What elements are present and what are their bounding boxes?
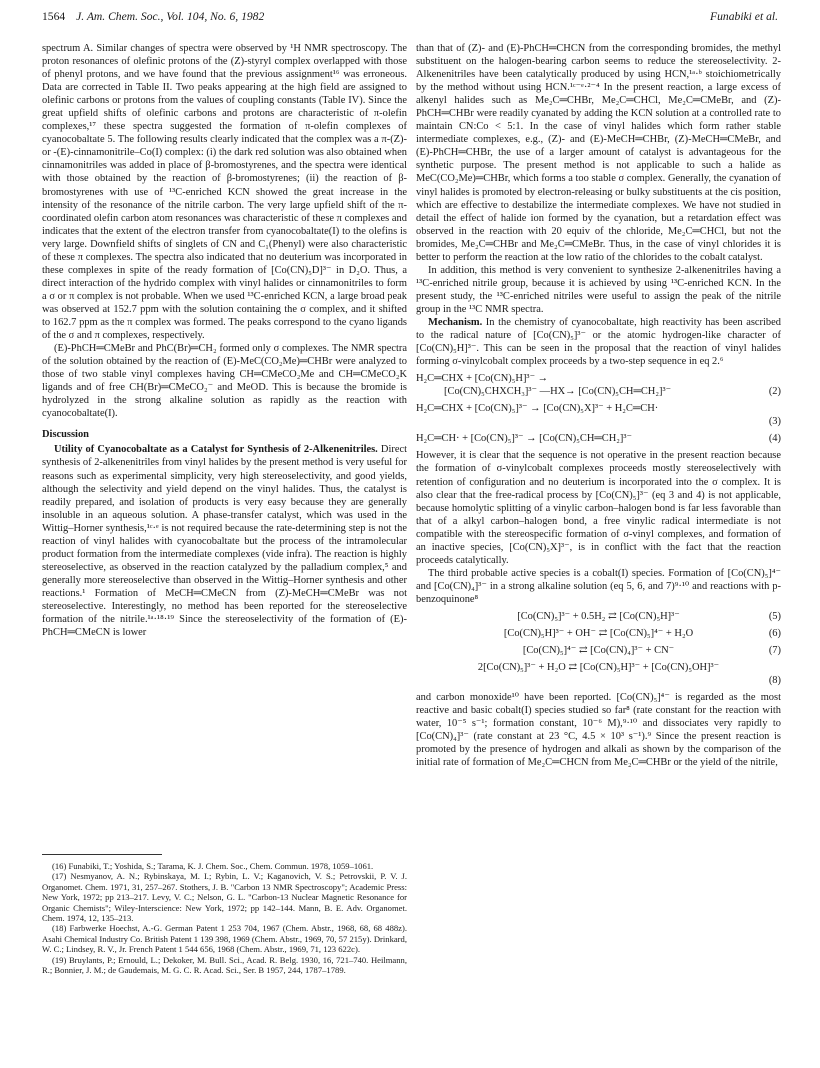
equation-number: (4) <box>768 433 781 445</box>
paragraph-text: Direct synthesis of 2-alkenenitriles from vinyl halides by the present method is very useful for reasons such as experimental simplicity, very high stereoselectivity, and good yields, although the selectivity and yield depend on the vinyl halides. Thus, the catalyst is readily prepared, and isolation of products is very easy because they are generally insoluble in an aqueous solution. A phase-transfer catalyst, which was used in the Wittig–Horner synthesis,¹ᶜ·ᵉ is not required because the rate-determining step is not the reaction of vinyl halides with cyanocobaltate but the process of the intramolecular product formation from the intermediate complexes (vide infra). The reaction is highly stereoselective, as observed in the reaction catalyzed by the palladium complex,⁵ and generally more stereoselective than observed in the Wittig–Horner synthesis and other reactions.¹ Formation of MeCH═CMeCN from (Z)-MeCH═CMeBr was not stereoselective. Interestingly, no method has been reported for the stereoselective formation of the nitrile.¹ᵃ·¹⁸·¹⁹ Since the stereoselectivity of the formation of (E)-PhCH═CMeCN is lower <box>42 444 407 639</box>
equation-2 <box>416 372 781 398</box>
paragraph: (E)-PhCH═CMeBr and PhC(Br)═CH₂ formed only σ complexes. The NMR spectra of the solution obtained by the reaction of (E)-MeC(CO₂Me)═CHBr were analyzed to those of two stable vinyl complexes having CH═CMeCO₂Me and CH═CMeCO₂K ligands and of free CH(Br)═CMeCO₂⁻ and MeOD. This is because the bromide is hydrolyzed in the strong alkaline solution as rapidly as the reaction with cyanocobaltate(I). <box>42 343 407 420</box>
paragraph-text: In the chemistry of cyanocobaltate, high reactivity has been ascribed to the radical nature of [Co(CN)₅]³⁻ or the atomic hydrogen-like character of [Co(CN)₅H]³⁻. This can be seen in the proposal that the reaction of vinyl halides forming σ-vinylcobalt complex proceeds by a two-step sequence in eq 2.⁶ <box>416 316 781 368</box>
running-authors: Funabiki et al. <box>710 10 778 23</box>
equation-text: H₂C═CH· + [Co(CN)₅]³⁻ → [Co(CN)₅CH═CH₂]³⁻ <box>416 433 633 445</box>
section-heading: Discussion <box>42 429 89 441</box>
equation-5 <box>416 610 781 623</box>
paragraph <box>416 316 781 368</box>
equation-number: (8) <box>768 675 781 687</box>
footnotes <box>42 854 407 975</box>
paragraph <box>42 443 407 639</box>
paragraph: In addition, this method is very convenient to synthesize 2-alkenenitriles having a ¹³C-enriched nitrile group, because it is achieved by using ¹³C-enriched KCN. In the present study, the ¹³C-enriched nitriles were useful to assign the peak of the nitrile group in the ¹³C NMR spectra. <box>416 264 781 315</box>
paragraph: and carbon monoxide¹⁰ have been reported. [Co(CN)₅]⁴⁻ is regarded as the most reactive and basic cobalt(I) species studied so far⁸ (rate constant for the reaction with water, 10⁻⁵ s⁻¹; formation constant, 10⁻⁶ M),⁹·¹⁰ and dissociates very rapidly to [Co(CN)₄]³⁻ (rate constant at 23 °C, 4.5 × 10³ s⁻¹).⁹ Since the present reaction is promoted by the presence of hydrogen and alkali as shown by the comparison of the initial rate of formation of Me₂C═CHCN from Me₂C═CHBr or the yield of the nitrile, <box>416 692 781 769</box>
equation-7 <box>416 644 781 657</box>
footnote-rule <box>42 854 162 855</box>
equation-text: [Co(CN)₅H]³⁻ + OH⁻ ⇄ [Co(CN)₅]⁴⁻ + H₂O <box>503 628 694 640</box>
equation-4 <box>416 432 781 445</box>
equation-number: (6) <box>768 628 781 640</box>
left-column <box>42 42 407 639</box>
equation-line: H₂C═CHX + [Co(CN)₅H]³⁻ → <box>416 373 549 385</box>
equation-line <box>416 385 781 398</box>
run-in-heading: Mechanism. <box>428 316 483 328</box>
equation-text: [Co(CN)₅CHXCH₃]³⁻ —HX→ [Co(CN)₅CH═CH₂]³⁻ <box>444 386 672 398</box>
equation-6 <box>416 627 781 640</box>
run-in-heading: Utility of Cyanocobaltate as a Catalyst for Synthesis of 2-Alkenenitriles. <box>54 444 378 456</box>
equation-number: (3) <box>768 416 781 428</box>
equation-text: [Co(CN)₅]³⁻ + 0.5H₂ ⇄ [Co(CN)₅H]³⁻ <box>517 610 680 622</box>
equation-text: 2[Co(CN)₅]³⁻ + H₂O ⇄ [Co(CN)₅H]³⁻ + [Co(CN)₅OH]³⁻ <box>477 662 720 674</box>
equation-8 <box>416 661 781 687</box>
reference-16: (16) Funabiki, T.; Yoshida, S.; Tarama, K. J. Chem. Soc., Chem. Commun. 1978, 1059–1061. <box>52 861 374 871</box>
reference-18: (18) Farbwerke Hoechst, A.-G. German Patent 1 253 704, 1967 (Chem. Abstr., 1968, 68, 68 488z). Asahi Chemical Industry Co. British Patent 1 139 398, 1969 (Chem. Abstr., 1969, 70, 57 215y). Drinkard, W. C.; Lindsey, R. V., Jr. French Patent 1 544 656, 1968 (Chem. Abstr., 1969, 71, 123 622c). <box>42 923 407 955</box>
journal-citation: J. Am. Chem. Soc., Vol. 104, No. 6, 1982 <box>76 10 265 23</box>
running-header <box>42 10 778 28</box>
paragraph: However, it is clear that the sequence is not operative in the present reaction because the formation of σ-vinylcobalt complexes proceeds mostly stereoselectively with retention of configuration and no deuterium is incorporated into the σ complex. It is also clear that the free-radical process by [Co(CN)₅]³⁻ (eq 3 and 4) is not applicable, because homolytic splitting of a vinylic carbon–halogen bond is far less favorable than that of a alkyl carbon–halogen bond, a free vinylic radical intermediate is not compatible with the stereospecific formation of σ-vinyl complexes, and formation of an inactive species, [Co(CN)₅X]³⁻, is in conflict with the fact that the reaction proceeds catalytically. <box>416 450 781 566</box>
equation-text: H₂C═CHX + [Co(CN)₅]³⁻ → [Co(CN)₅X]³⁻ + H₂C═CH· <box>416 403 659 415</box>
equation-number: (5) <box>768 610 781 622</box>
page-number: 1564 <box>42 10 66 23</box>
paragraph: spectrum A. Similar changes of spectra were observed by ¹H NMR spectroscopy. The proton resonances of olefinic protons of the (Z)-styryl complex overlapped with those of phenyl protons, and we have found that the previous assignment¹⁶ was erroneous. Data are corrected in Table II. Two peaks appearing at the high field are assigned to olefinic carbons or protons from the values of coupling constants (Table IV). Since the great upfield shifts of olefinic carbons and protons are characteristic of π-olefin complexes,¹⁷ these spectra suggested the formation of π-olefin complexes of cyanocobaltate 5. The following results clearly indicated that the complex was a π-(Z)- or -(E)-cinnamonitrile–Co(I) complex: (i) the dark red solution was also obtained when cinnamonitriles was added in place of β-bromostyrenes, and the spectra were identical with those obtained by the reaction of β-bromostyrenes; (ii) the reaction of β-bromostyrenes with use of ¹³C-enriched KCN showed the great increase in the intensity of the resonance of the nitrile carbon. The very large upfield shift of the π-coordinated olefin carbon atom resonances was characteristic of these π complexes and indicates that the extent of the electron transfer from cyanocobaltate(I) to the olefins is very large. Downfield shifts of singlets of CN and C₁(Phenyl) were also characteristic of these π complexes. The spectra also indicated that no deuterium was incorporated in these complexes in spite of the ready formation of [Co(CN)₅D]³⁻ in D₂O. Thus, a direct interaction of the hydrido complex with vinyl halides or cinnamonitriles to form a σ or π complex is not probable. When we used ¹³C-enriched KCN, a large broad peak was observed at 152.7 ppm with the solution containing the σ complex, and it shifted to 162.7 ppm as the π complex was formed. The peaks correspond to the cyano ligands of the σ and π complexes, respectively. <box>42 43 407 342</box>
equation-number: (7) <box>768 645 781 657</box>
paragraph: than that of (Z)- and (E)-PhCH═CHCN from the corresponding bromides, the methyl substituent on the halogen-bearing carbon seems to reduce the stereoselectivity. 2-Alkenenitriles have been catalytically produced by using HCN,¹ᵃ·ᵇ stoichiometrically by the method without using HCN.¹ᶜ⁻ᵉ·²⁻⁴ In the present reaction, a large excess of alkenyl halides such as Me₂C═CHBr, Me₂C═CHCl, Me₂C═CMeBr, and (Z)-PhCH═CHBr were readily cyanated by adding the KCN solution at a controlled rate to maintain CN:Co < 5:1. In the case of vinyl halides which form rather stable intermediate complexes, e.g., (Z)- and (E)-MeCH═CHBr, (Z)-MeCH═CMeBr, and (E)-PhCH═CHBr, the use of a larger amount of catalyst is advantageous for the synthetic purpose. The present method is not applicable to such a halide as MeC(CO₂Me)═CHBr, which forms a too stable σ complex. Generally, the cyanation of vinyl halides is promoted by electron-releasing or bulky substituents at the cis position, which are effective to destabilize the intermediate complexes. We have not studied in detail the effect of halide ion formed by the cyanation, but a retardation effect was observed in the reaction with 20 equiv of the chloride, Me₂C═CHCl, but not the bromides, Me₂C═CHBr and Me₂C═CMeBr. Thus, in the case of vinyl chlorides it is better to perform the reaction at the low ratio of the chlorides to the cobalt catalyst. <box>416 43 781 263</box>
equation-text: [Co(CN)₅]⁴⁻ ⇄ [Co(CN)₄]³⁻ + CN⁻ <box>522 645 675 657</box>
reference-17: (17) Nesmyanov, A. N.; Rybinskaya, M. I.; Rybin, L. V.; Kaganovich, V. S.; Petrovskii, P. V. J. Organomet. Chem. 1971, 31, 257–267. Stothers, J. B. "Carbon 13 NMR Spectroscopy"; Academic Press: New York, 1972; pp 213–217. Levy, V. C.; Nelson, G. L. "Carbon-13 Nuclear Magnetic Resonance for Organic Chemists"; Wiley-Interscience: New York, 1972; pp 142–144. Mann, B. E. Adv. Organomet. Chem. 1974, 12, 135–213. <box>42 871 407 924</box>
equation-number: (2) <box>768 386 781 398</box>
equation-3 <box>416 402 781 428</box>
right-column <box>416 42 781 769</box>
paragraph: The third probable active species is a cobalt(I) species. Formation of [Co(CN)₅]⁴⁻ and [Co(CN)₄]³⁻ in a strong alkaline solution (eq 5, 6, and 7)⁹·¹⁰ and reactions with p-benzoquinone⁸ <box>416 567 781 605</box>
reference-19: (19) Bruylants, P.; Ernould, L.; Dekoker, M. Bull. Sci., Acad. R. Belg. 1930, 16, 721–740. Heilmann, R.; Bonnier, J. M.; de Gaudemais, M. G. C. R. Acad. Sci., Ser. B 1957, 244, 1787–1789. <box>42 954 407 976</box>
